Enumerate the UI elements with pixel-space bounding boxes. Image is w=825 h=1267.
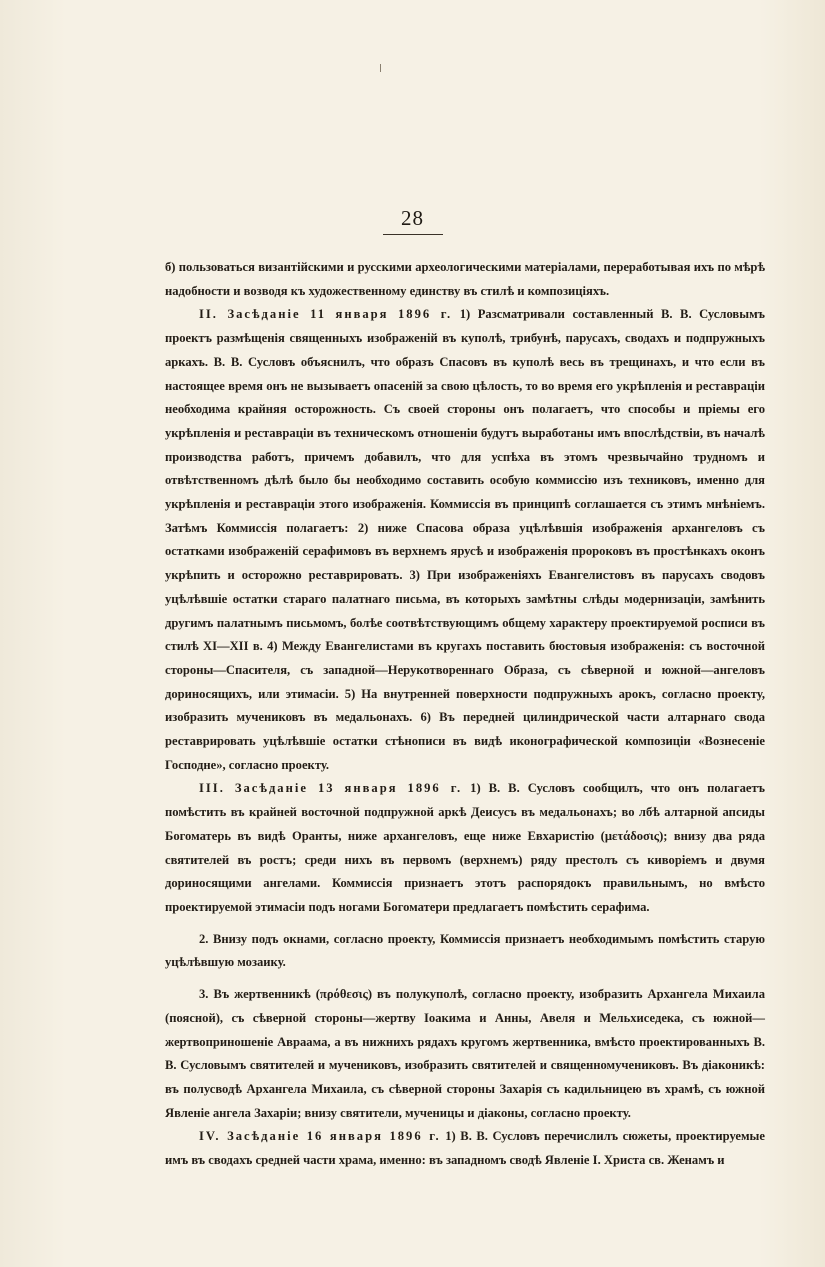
paragraph-item-3 — [165, 983, 765, 1125]
paragraph-text: 1) В. В. Сусловъ перечислилъ сюжеты, проектируемые имъ въ сводахъ средней части храма, именно: въ западномъ сводѣ Явленіе І. Христа св. Женамъ и — [165, 1129, 765, 1168]
scan-mark — [380, 64, 381, 72]
paragraph-session-3 — [165, 777, 765, 919]
paragraph-text: 3. Въ жертвенникѣ (πρόθεσις) въ полукуполѣ, согласно проекту, изобразить Архангела Михаила (поясной), съ сѣверной стороны—жертву Іоакима и Анны, Авеля и Мельхиседека, съ южной—жертвоприношеніе Авраама, а въ нижнихъ рядахъ кругомъ жертвенника, вмѣсто проектированныхъ В. В. Сусловымъ святителей и мучениковъ, изобразить святителей и священномучениковъ. Въ діаконикѣ: въ полусводѣ Архангела Михаила, съ сѣверной стороны Захарія съ кадильницею въ храмѣ, съ южной Явленіе ангела Захаріи; внизу святители, мученицы и діаконы, согласно проекту. — [165, 987, 765, 1120]
page-number-container — [0, 206, 825, 235]
paragraph-text: б) пользоваться византійскими и русскими археологическими матеріалами, переработывая ихъ по мѣрѣ надобности и возводя къ художественному единству въ стилѣ и композиціяхъ. — [165, 260, 765, 298]
session-heading: IV. Засѣданіе 16 января 1896 г. — [199, 1129, 441, 1144]
paragraph-continuation — [165, 256, 765, 303]
session-heading: III. Засѣданіе 13 января 1896 г. — [199, 781, 463, 796]
paragraph-item-2 — [165, 928, 765, 975]
page-number: 28 — [383, 206, 443, 235]
paragraph-text: 1) В. В. Сусловъ сообщилъ, что онъ полагаетъ помѣстить въ крайней восточной подпружной аркѣ Деисусъ въ медальонахъ; во лбѣ алтарной апсиды Богоматерь въ видѣ Оранты, ниже архангеловъ, еще ниже Евхаристію (μετάδοσις); внизу два ряда святителей въ ростъ; среди нихъ въ первомъ (верхнемъ) ряду престолъ съ киворіемъ и двумя дориносящими ангелами. Коммиссія признаетъ этотъ распорядокъ правильнымъ, но вмѣсто проектируемой этимасіи подъ ногами Богоматери предлагаетъ помѣстить серафима. — [165, 781, 765, 914]
body-text — [165, 256, 765, 1173]
paragraph-text: 1) Разсматривали составленный В. В. Сусловымъ проектъ размѣщенія священныхъ изображеній въ куполѣ, трибунѣ, парусахъ, сводахъ и подпружныхъ аркахъ. В. В. Сусловъ объяснилъ, что образъ Спасовъ въ куполѣ весь въ трещинахъ, и что если въ настоящее время онъ не вызываетъ опасеній за свою цѣлость, то во время его укрѣпленія и реставраціи необходима крайняя осторожность. Съ своей стороны онъ полагаетъ, что способы и пріемы его укрѣпленія и реставраціи въ техническомъ отношеніи будутъ выработаны имъ впослѣдствіи, въ началѣ производства работъ, причемъ добавилъ, что для успѣха въ этомъ чрезвычайно трудномъ и отвѣтственномъ дѣлѣ было бы необходимо составить особую коммиссію изъ техниковъ, именно для укрѣпленія и реставраціи этого изображенія. Коммиссія въ принципѣ соглашается съ этимъ мнѣніемъ. Затѣмъ Коммиссія полагаетъ: 2) ниже Спасова образа уцѣлѣвшія изображенія архангеловъ съ остатками изображеній серафимовъ въ верхнемъ ярусѣ и изображенія пророковъ въ простѣнкахъ оконъ укрѣпить и осторожно реставрировать. 3) При изображеніяхъ Евангелистовъ въ парусахъ сводовъ уцѣлѣвшіе остатки стараго палатнаго письма, въ которыхъ замѣтны слѣды модернизаціи, замѣнить другимъ палатнымъ письмомъ, болѣе соотвѣтствующимъ общему характеру проектируемой росписи въ стилѣ XI—XII в. 4) Между Евангелистами въ кругахъ поставить бюстовыя изображенія: съ восточной стороны—Спасителя, съ западной—Нерукотвореннаго Образа, съ сѣверной и южной—ангеловъ дориносящихъ, или этимасіи. 5) На внутренней поверхности подпружныхъ арокъ, согласно проекту, изобразить мучениковъ въ медальонахъ. 6) Въ передней цилиндрической части алтарнаго свода реставрировать уцѣлѣвшіе остатки стѣнописи въ видѣ иконографической композиціи «Вознесеніе Господне», согласно проекту. — [165, 307, 765, 772]
paragraph-text: 2. Внизу подъ окнами, согласно проекту, Коммиссія признаетъ необходимымъ помѣстить старую уцѣлѣвшую мозаику. — [165, 931, 765, 970]
paragraph-session-4 — [165, 1125, 765, 1172]
paragraph-session-2 — [165, 303, 765, 777]
session-heading: II. Засѣданіе 11 января 1896 г. — [199, 307, 453, 322]
